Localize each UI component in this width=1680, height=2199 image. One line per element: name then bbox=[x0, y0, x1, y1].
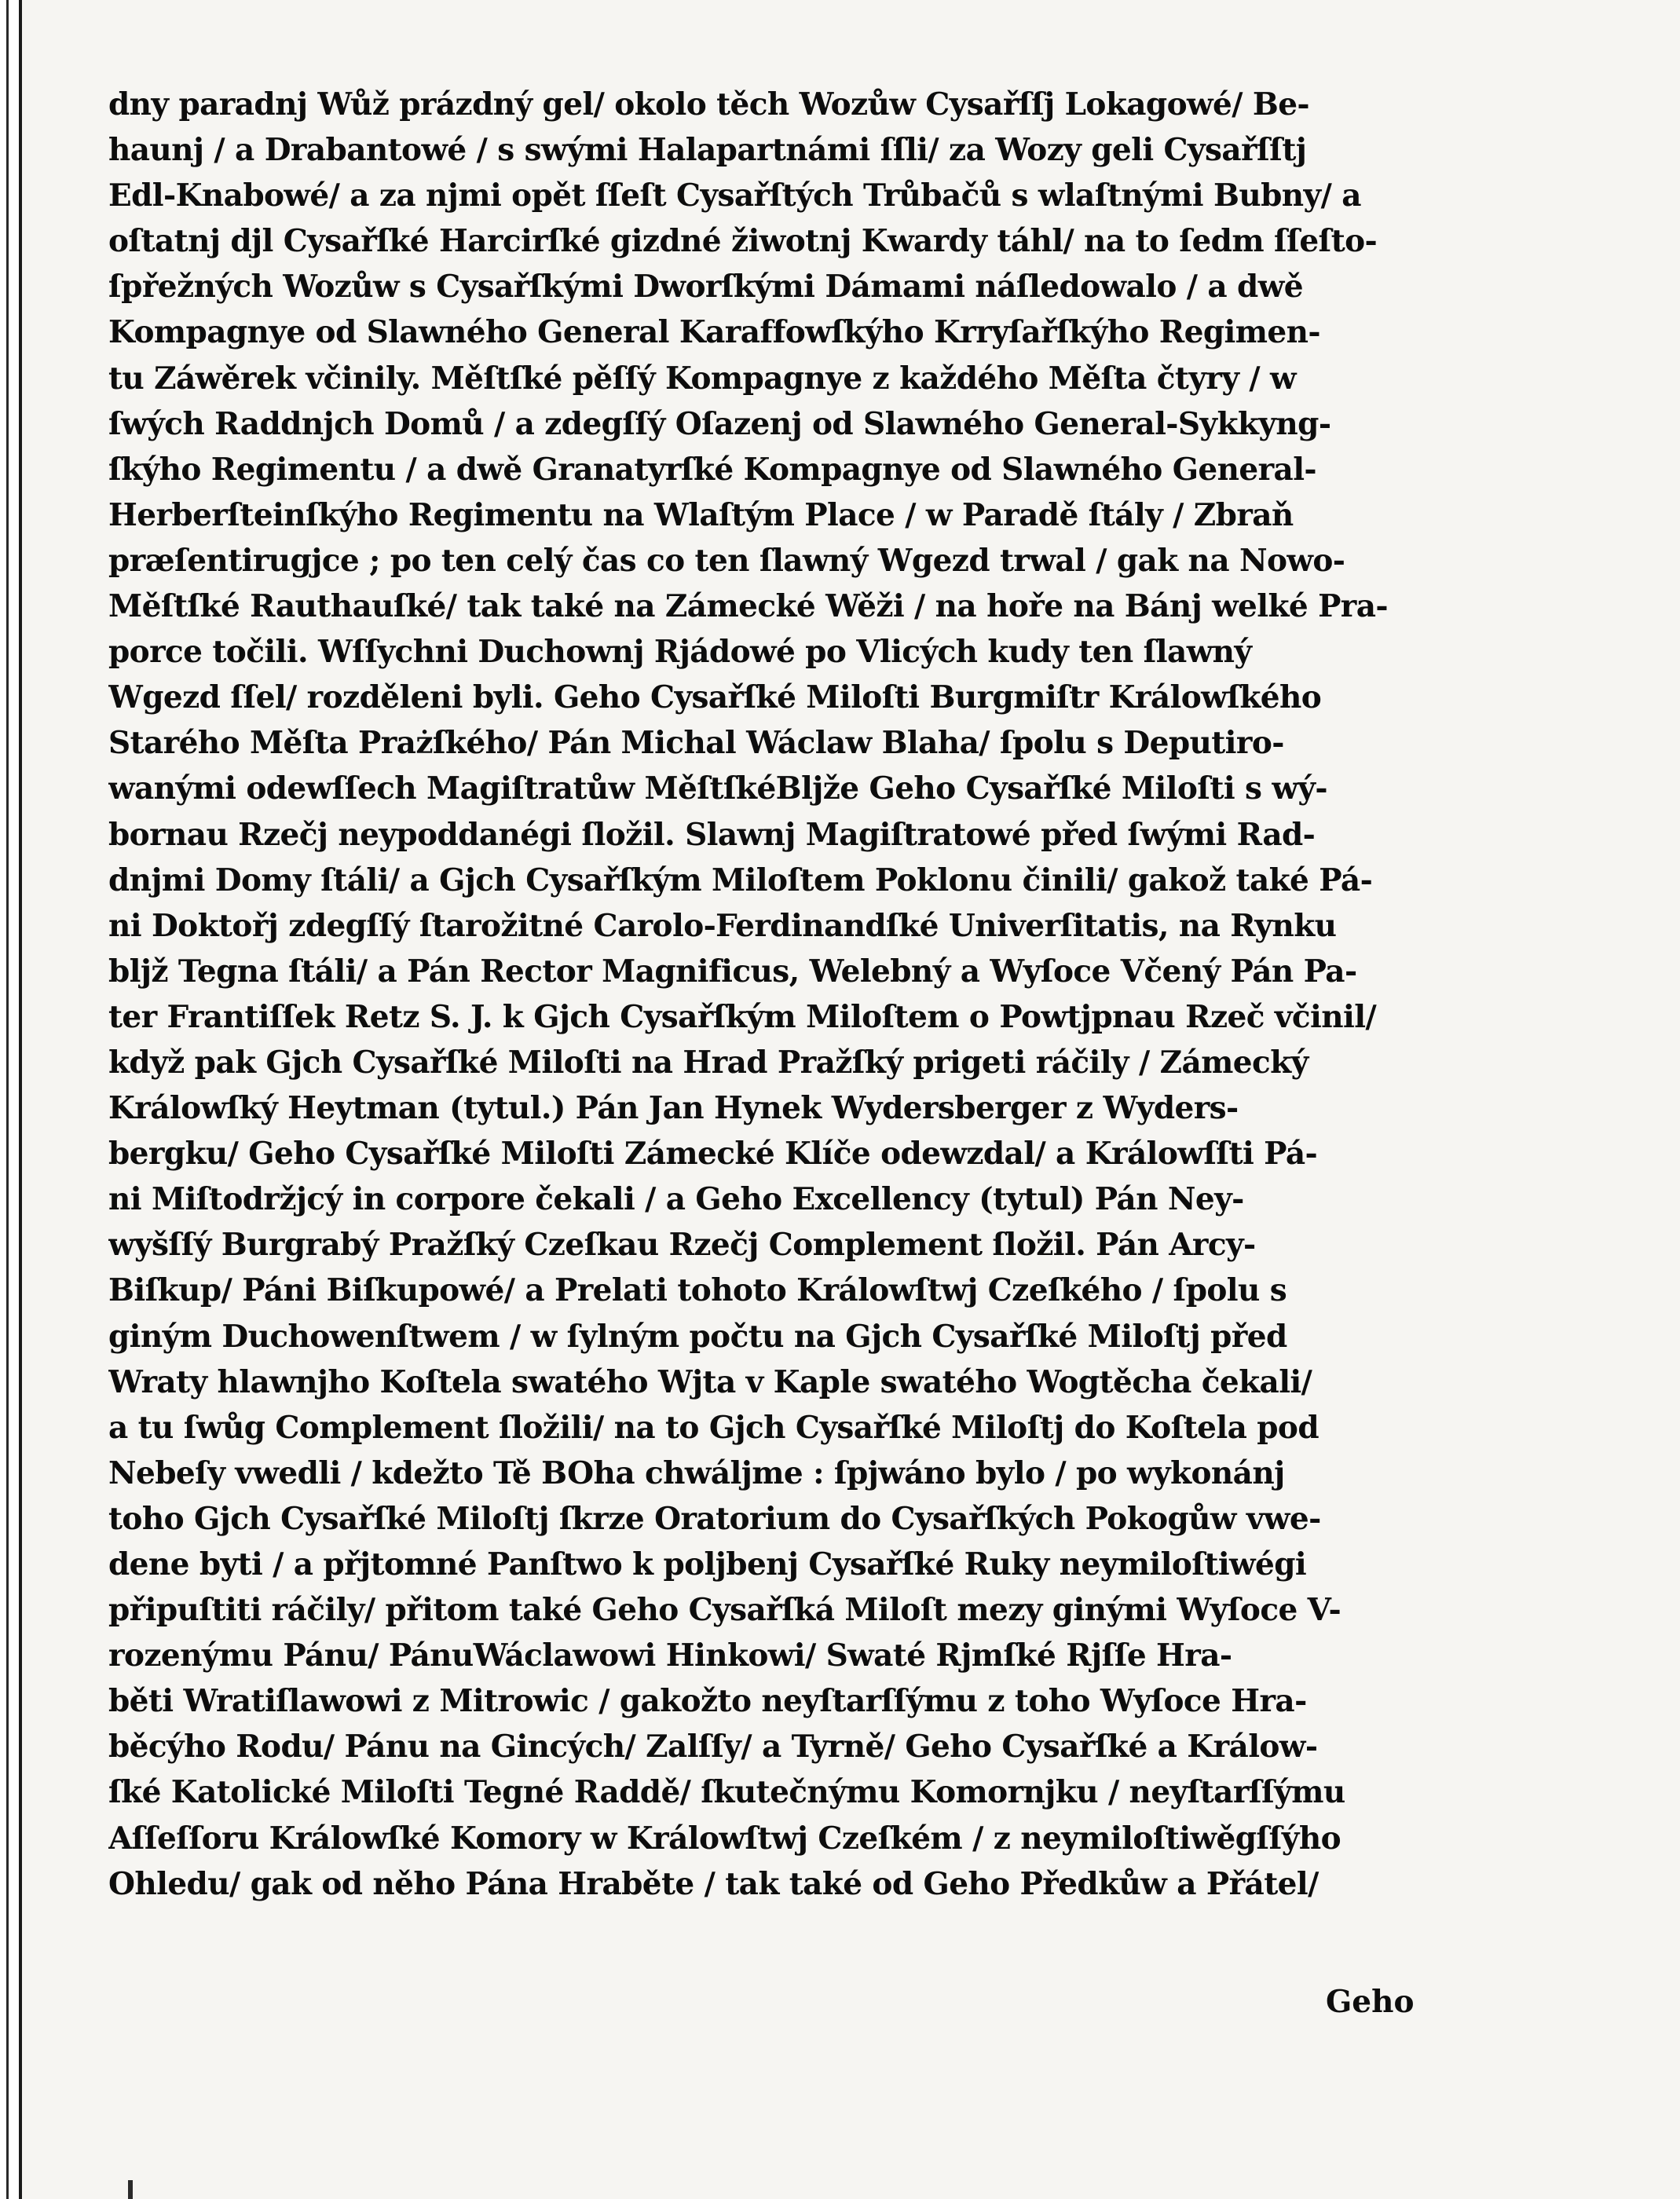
text-line: Wraty hlawnjho Koſtela swatého Wjta v Kaple swatého Wogtěcha čekali/ bbox=[108, 1363, 1312, 1400]
text-line: Aſſeſſoru Králowſké Komory w Králowſtwj Czeſkém / z neymiloſtiwěgſſýho bbox=[108, 1820, 1341, 1857]
text-line: Králowſký Heytman (tytul.) Pán Jan Hynek Wydersberger z Wyders- bbox=[108, 1090, 1239, 1127]
text-line: běti Wratiſlawowi z Mitrowic / gakožto neyſtarſſýmu z toho Wyſoce Hra- bbox=[108, 1683, 1307, 1720]
text-line: Wgezd ſſel/ rozděleni byli. Geho Cysařſké Miloſti Burgmiſtr Králowſkého bbox=[108, 679, 1322, 716]
text-line: ni Doktořj zdegſſý ſtarožitné Carolo-Ferdinandſké Univerſitatis, na Rynku bbox=[108, 907, 1337, 944]
text-line: wanými odewſſech Magiſtratůw MěſtſkéBljže Geho Cysařſké Miloſti s wý- bbox=[108, 770, 1327, 807]
page-left-edge bbox=[0, 0, 22, 2199]
text-line: rozenýmu Pánu/ PánuWáclawowi Hinkowi/ Swaté Rjmſké Rjſſe Hra- bbox=[108, 1637, 1232, 1674]
text-line: tu Záwěrek včinily. Měſtſké pěſſý Kompagnye z každého Měſta čtyry / w bbox=[108, 360, 1296, 397]
text-line: toho Gjch Cysařſké Miloſtj ſkrze Oratorium do Cysařſkých Pokogůw vwe- bbox=[108, 1500, 1321, 1537]
text-line: giným Duchowenſtwem / w ſylným počtu na Gjch Cysařſké Miloſtj před bbox=[108, 1318, 1287, 1355]
text-line: præſentirugjce ; po ten celý čas co ten ſlawný Wgezd trwal / gak na Nowo- bbox=[108, 542, 1345, 579]
text-line: ni Miſtodržjcý in corpore čekali / a Geho Excellency (tytul) Pán Ney- bbox=[108, 1181, 1244, 1218]
text-line: ſkýho Regimentu / a dwě Granatyrſké Kompagnye od Slawného General- bbox=[108, 451, 1316, 488]
text-line: Starého Měſta Prażſkého/ Pán Michal Wáclaw Blaha/ ſpolu s Deputiro- bbox=[108, 725, 1284, 762]
text-line: Herberſteinſkýho Regimentu na Wlaſtým Place / w Paradě ſtály / Zbraň bbox=[108, 496, 1294, 533]
text-line: Kompagnye od Slawného General Karaffowſkýho Krryſařſkýho Regimen- bbox=[108, 314, 1320, 351]
text-line: porce točili. Wſſychni Duchownj Rjádowé po Vlicých kudy ten ſlawný bbox=[108, 634, 1252, 671]
text-line: dnjmi Domy ſtáli/ a Gjch Cysařſkým Miloſtem Poklonu činili/ gakož také Pá- bbox=[108, 862, 1373, 898]
text-line: oſtatnj djl Cysařſké Harcirſké gizdné žiwotnj Kwardy táhl/ na to ſedm ſſeſto- bbox=[108, 223, 1378, 260]
text-line: když pak Gjch Cysařſké Miloſti na Hrad Pražſký prigeti ráčily / Zámecký bbox=[108, 1044, 1308, 1081]
text-line: a tu ſwůg Complement ſložili/ na to Gjch Cysařſké Miloſtj do Koſtela pod bbox=[108, 1409, 1319, 1446]
text-line: Biſkup/ Páni Biſkupowé/ a Prelati tohoto Králowſtwj Czeſkého / ſpolu s bbox=[108, 1272, 1287, 1309]
text-line: běcýho Rodu/ Pánu na Gincých/ Zalſſy/ a Tyrně/ Geho Cysařſké a Králow- bbox=[108, 1729, 1318, 1765]
text-line: bljž Tegna ſtáli/ a Pán Rector Magnificus, Welebný a Wyſoce Včený Pán Pa- bbox=[108, 953, 1357, 990]
text-line: bergku/ Geho Cysařſké Miloſti Zámecké Klíče odewzdal/ a Králowſſti Pá- bbox=[108, 1136, 1318, 1173]
text-line: ter Frantiſſek Retz S. J. k Gjch Cysařſkým Miloſtem o Powtjpnau Rzeč včinil/ bbox=[108, 998, 1377, 1035]
text-line: připuſtiti ráčily/ přitom také Geho Cysařſká Miloſt mezy ginými Wyſoce V- bbox=[108, 1592, 1341, 1629]
text-line: Měſtſké Rauthauſké/ tak také na Zámecké Wěži / na hoře na Bánj welké Pra- bbox=[108, 588, 1389, 625]
page-bottom-mark bbox=[128, 2180, 133, 2199]
text-line: Ohledu/ gak od něho Pána Hraběte / tak také od Geho Předkůw a Přátel/ bbox=[108, 1865, 1319, 1902]
text-line: ſwých Raddnjch Domů / a zdegſſý Oſazenj od Slawného General-Sykkyng- bbox=[108, 405, 1331, 442]
text-line: haunj / a Drabantowé / s swými Halapartnámi ſſli/ za Wozy geli Cysařſſtj bbox=[108, 132, 1307, 169]
text-line: bornau Rzečj neypoddanégi ſložil. Slawnj Magiſtratowé před ſwými Rad- bbox=[108, 816, 1316, 853]
text-line: ſké Katolické Miloſti Tegné Raddě/ ſkutečnýmu Komornjku / neyſtarſſýmu bbox=[108, 1774, 1345, 1811]
text-line: Nebeſy vwedli / kdežto Tě BOha chwáljme : ſpjwáno bylo / po wykonánj bbox=[108, 1454, 1285, 1491]
document-page bbox=[22, 0, 1680, 2199]
body-text bbox=[108, 82, 1475, 1907]
text-line: ſpřežných Wozůw s Cysařſkými Dworſkými Dámami náſledowalo / a dwě bbox=[108, 269, 1303, 306]
catchword: Geho bbox=[1326, 1984, 1415, 2020]
text-line: dene byti / a přjtomné Panſtwo k poljbenj Cysařſké Ruky neymiloſtiwégi bbox=[108, 1546, 1307, 1582]
text-line: dny paradnj Wůž prázdný gel/ okolo těch Wozůw Cysařſſj Lokagowé/ Be- bbox=[108, 86, 1309, 123]
text-line: wyšſſý Burgrabý Pražſký Czeſkau Rzečj Complement ſložil. Pán Arcy- bbox=[108, 1227, 1256, 1264]
text-line: Edl-Knabowé/ a za njmi opět ſſeſt Cysařſtých Trůbačů s wlaſtnými Bubny/ a bbox=[108, 177, 1361, 214]
